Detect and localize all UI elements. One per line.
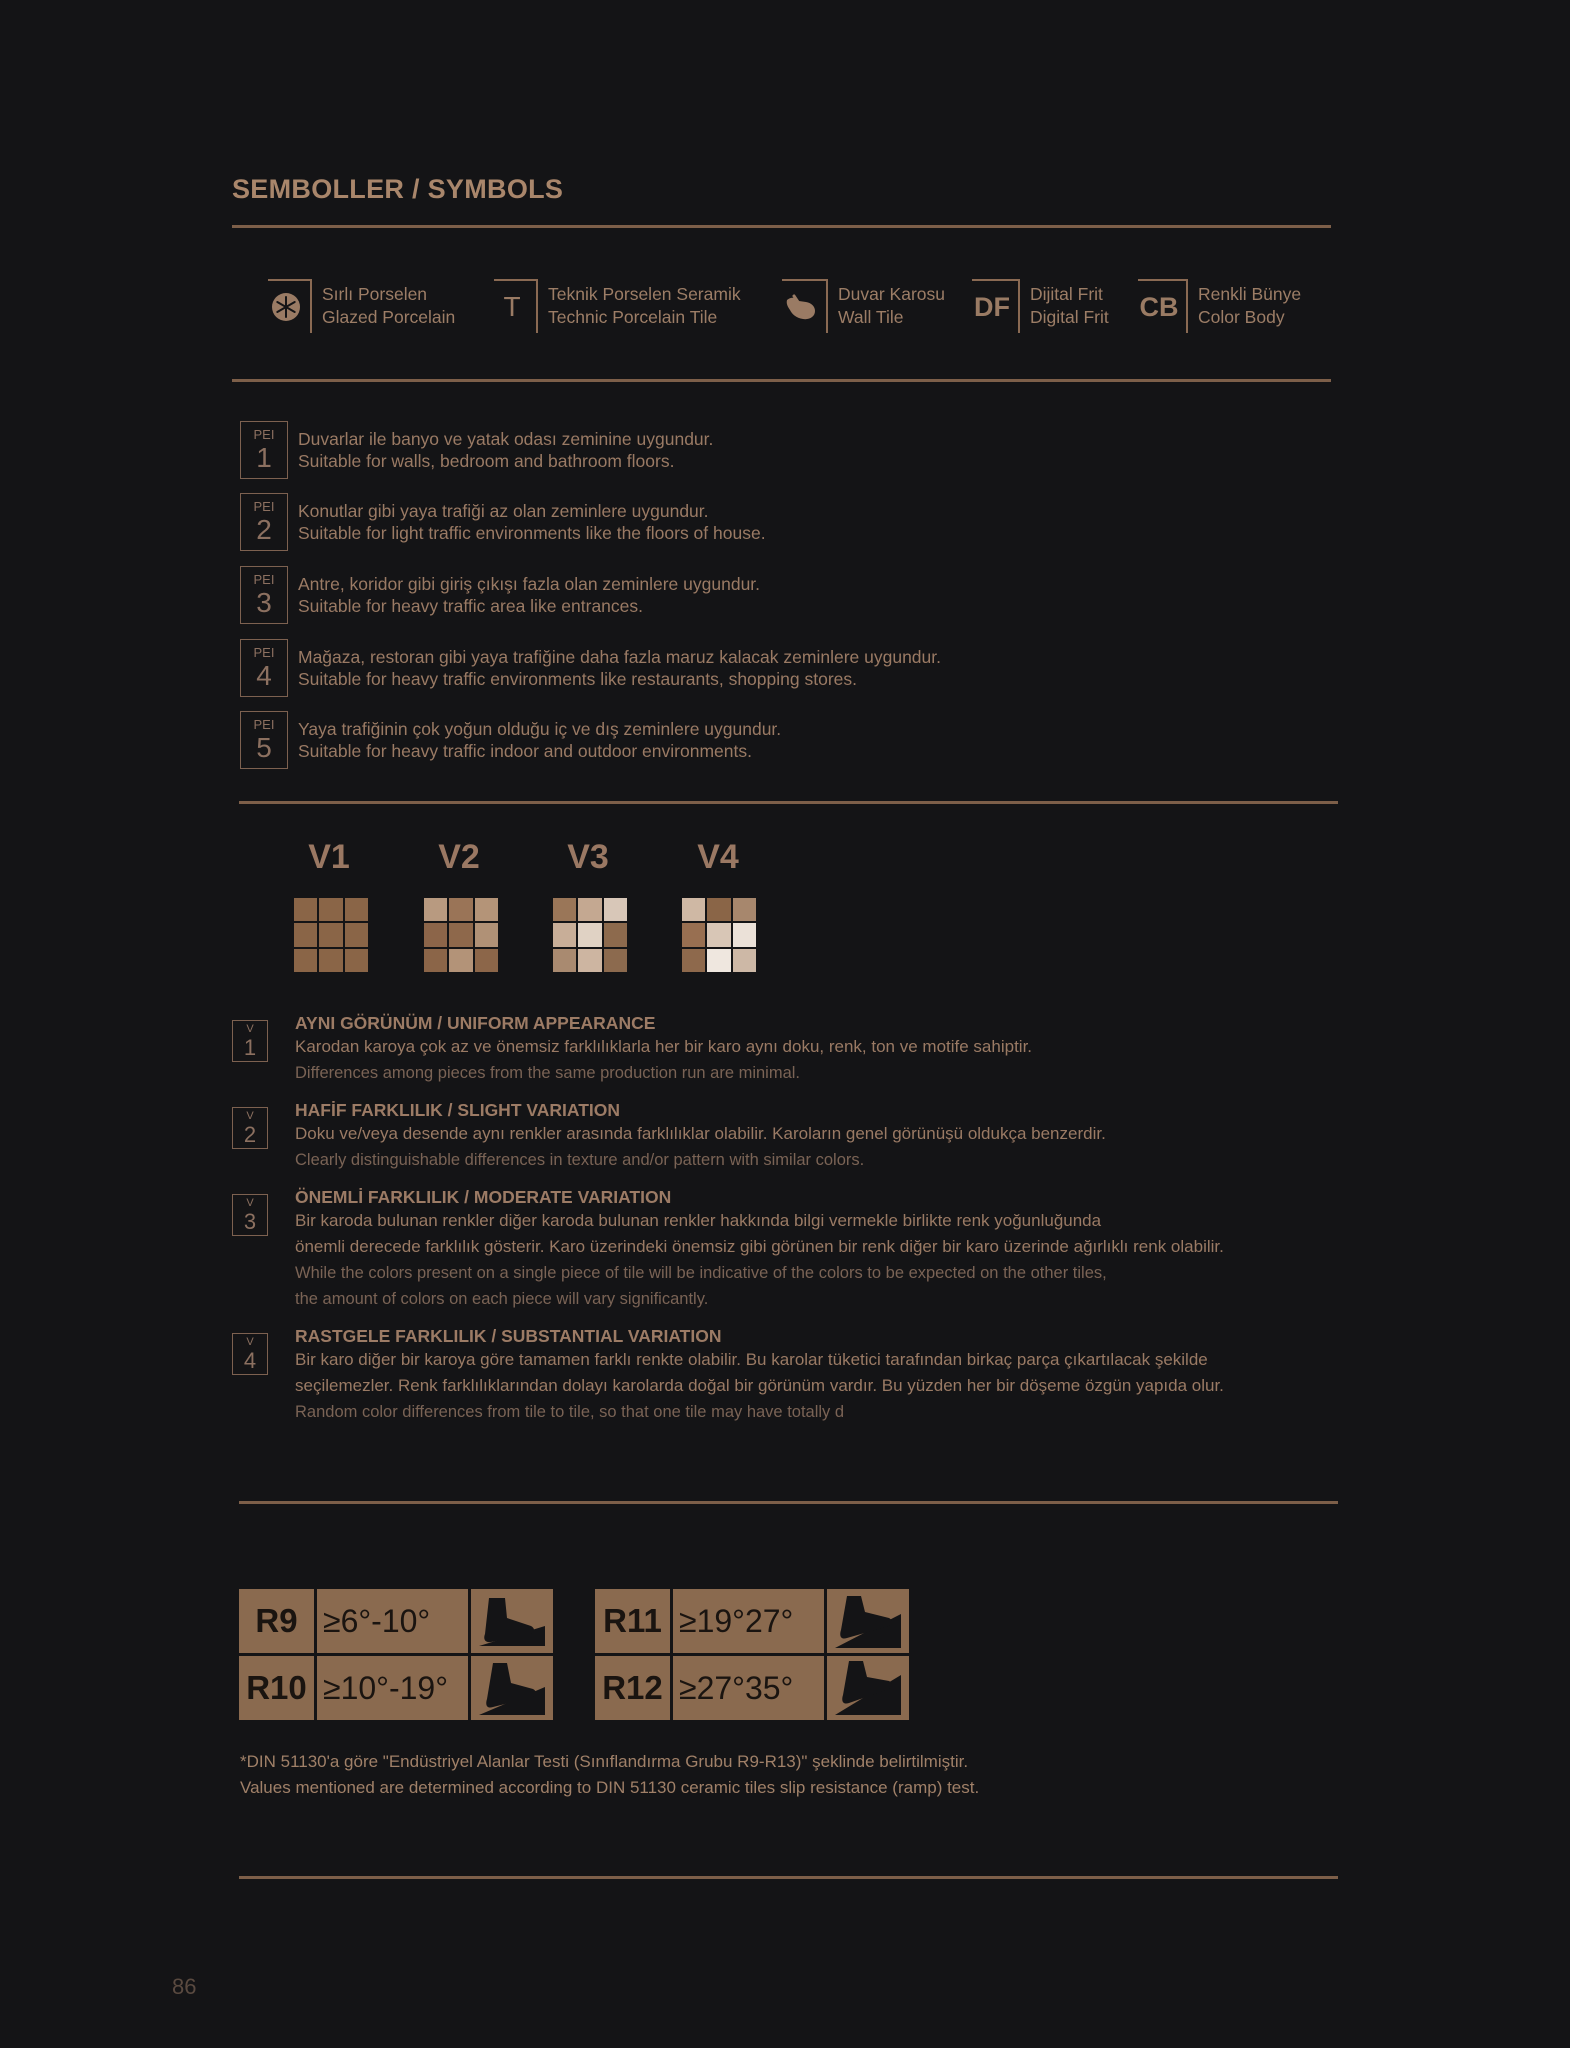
swatch-grid-v2: [424, 898, 498, 972]
variation-badge-number: 4: [243, 1347, 257, 1373]
pei-row: [240, 710, 781, 770]
symbol-wall-tile: [782, 278, 945, 334]
page-number: 86: [172, 1974, 197, 1999]
symbol-en-label: Color Body: [1198, 307, 1285, 327]
swatch-cell: [475, 923, 498, 946]
divider: [239, 801, 1338, 804]
swatch-cell: [319, 949, 342, 972]
page-title: SEMBOLLER / SYMBOLS: [232, 174, 564, 204]
pei-badge: [240, 711, 288, 769]
pei-number: 4: [256, 660, 272, 691]
swatch-cell: [345, 923, 368, 946]
variation-tr-line: Doku ve/veya desende aynı renkler arasında farklılıklar olabilir. Karoların genel görünüşü oldukça benzerdir.: [295, 1124, 1106, 1143]
symbol-tr-label: Sırlı Porselen: [322, 284, 428, 304]
variation-badge-number: 3: [243, 1208, 257, 1234]
swatch-cell: [294, 949, 317, 972]
swatch-cell: [424, 898, 447, 921]
swatch-cell: [604, 898, 627, 921]
swatch-cell: [578, 949, 601, 972]
symbol-code: CB: [1138, 279, 1188, 333]
variation-heading-v1: V1: [308, 838, 350, 876]
swatch-cell: [553, 923, 576, 946]
swatch-cell: [733, 898, 756, 921]
slip-class: R11: [595, 1589, 673, 1653]
slip-angle: ≥6°-10°: [317, 1589, 471, 1653]
pei-label: PEI: [253, 427, 275, 442]
divider: [232, 379, 1331, 382]
symbol-tr-label: Dijital Frit: [1030, 284, 1103, 304]
swatch-grid-v4: [682, 898, 756, 972]
variation-badge: [232, 1107, 268, 1149]
swatch-cell: [424, 923, 447, 946]
pei-badge: [240, 421, 288, 479]
shoe-on-ramp-icon: [471, 1656, 553, 1720]
symbol-en-label: Technic Porcelain Tile: [548, 307, 718, 327]
pei-en: Suitable for heavy traffic environments like restaurants, shopping stores.: [298, 669, 857, 689]
swatch-cell: [424, 949, 447, 972]
swatch-cell: [733, 949, 756, 972]
swatch-cell: [682, 923, 705, 946]
variation-en-line: Clearly distinguishable differences in texture and/or pattern with similar colors.: [295, 1151, 865, 1169]
pei-badge: [240, 639, 288, 697]
pei-row: [240, 420, 713, 480]
slip-class: R10: [239, 1656, 317, 1720]
variation-heading-v4: V4: [697, 838, 739, 876]
variation-title: RASTGELE FARKLILIK / SUBSTANTIAL VARIATION: [295, 1326, 722, 1346]
swatch-cell: [707, 898, 730, 921]
pei-number: 3: [256, 587, 272, 618]
variation-badge: [232, 1333, 268, 1375]
variation-badge: [232, 1194, 268, 1236]
shoe-on-ramp-icon: [827, 1656, 909, 1720]
swatch-cell: [345, 898, 368, 921]
symbol-tr-label: Duvar Karosu: [838, 284, 945, 304]
divider: [232, 225, 1331, 228]
symbol-glazed-porcelain: [268, 278, 455, 334]
swatch-cell: [682, 898, 705, 921]
pei-en: Suitable for heavy traffic area like entrances.: [298, 596, 644, 616]
swatch-cell: [449, 949, 472, 972]
swatch-cell: [319, 923, 342, 946]
pei-badge: [240, 493, 288, 551]
swatch-cell: [604, 949, 627, 972]
swatch-cell: [294, 898, 317, 921]
swatch-cell: [707, 949, 730, 972]
divider: [239, 1501, 1338, 1504]
pei-number: 2: [256, 514, 272, 545]
slip-note: [240, 1749, 979, 1801]
swatch-cell: [707, 923, 730, 946]
symbol-en-label: Wall Tile: [838, 307, 904, 327]
pei-label: PEI: [253, 717, 275, 732]
variation-tr-line: Bir karo diğer bir karoya göre tamamen farklı renkte olabilir. Bu karolar tüketici tarafından birkaç parça çıkartılacak şekilde: [295, 1350, 1208, 1369]
pei-tr: Duvarlar ile banyo ve yatak odası zeminine uygundur.: [298, 429, 714, 449]
symbol-color-body: [1138, 278, 1301, 334]
swatch-cell: [578, 923, 601, 946]
hand-icon: [782, 279, 828, 333]
shoe-on-ramp-icon: [471, 1589, 553, 1653]
swatch-cell: [345, 949, 368, 972]
symbol-technic-porcelain: [494, 278, 741, 334]
swatch-cell: [475, 898, 498, 921]
slip-row: [595, 1656, 909, 1720]
pei-tr: Yaya trafiğinin çok yoğun olduğu iç ve dış zeminlere uygundur.: [298, 719, 782, 739]
swatch-grid-v1: [294, 898, 368, 972]
swatch-cell: [553, 949, 576, 972]
pei-en: Suitable for light traffic environments like the floors of house.: [298, 523, 766, 543]
symbol-en-label: Digital Frit: [1030, 307, 1109, 327]
swatch-cell: [733, 923, 756, 946]
slip-row: [239, 1589, 553, 1653]
slip-note-en: Values mentioned are determined according to DIN 51130 ceramic tiles slip resistance (ramp) test.: [240, 1778, 980, 1797]
swatch-cell: [319, 898, 342, 921]
symbol-tr-label: Renkli Bünye: [1198, 284, 1302, 304]
pei-row: [240, 638, 941, 698]
pei-en: Suitable for walls, bedroom and bathroom floors.: [298, 451, 675, 471]
slip-angle: ≥10°-19°: [317, 1656, 471, 1720]
shoe-on-ramp-icon: [827, 1589, 909, 1653]
pei-en: Suitable for heavy traffic indoor and outdoor environments.: [298, 741, 752, 761]
variation-title: HAFİF FARKLILIK / SLIGHT VARIATION: [295, 1100, 621, 1120]
pei-number: 5: [256, 732, 272, 763]
swatch-cell: [449, 923, 472, 946]
symbol-code: T: [494, 279, 538, 333]
swatch-grid-v3: [553, 898, 627, 972]
variation-en-line: the amount of colors on each piece will vary significantly.: [295, 1290, 709, 1308]
divider: [239, 1876, 1338, 1879]
variation-badge-label: V: [246, 1196, 254, 1209]
variation-badge-number: 2: [243, 1121, 257, 1147]
slip-class: R9: [239, 1589, 317, 1653]
pei-label: PEI: [253, 499, 275, 514]
variation-badge: [232, 1020, 268, 1062]
symbol-code: DF: [972, 279, 1020, 333]
variation-heading-v3: V3: [567, 838, 609, 876]
variation-tr-line: seçilemezler. Renk farklılıklarından dolayı karolarda doğal bir görünüm vardır. Bu yüzden her bir döşeme özgün yapıda olur.: [295, 1376, 1224, 1395]
variation-en-line: Differences among pieces from the same production run are minimal.: [295, 1064, 801, 1082]
pei-number: 1: [256, 442, 272, 473]
variation-heading-v2: V2: [438, 838, 480, 876]
swatch-cell: [604, 923, 627, 946]
variation-tr-line: Bir karoda bulunan renkler diğer karoda bulunan renkler hakkında bilgi vermekle birlikte renk yoğunluğunda: [295, 1211, 1102, 1230]
variation-badge-label: V: [246, 1022, 254, 1035]
variation-title: ÖNEMLİ FARKLILIK / MODERATE VARIATION: [295, 1187, 672, 1207]
swatch-cell: [475, 949, 498, 972]
snowflake-icon: [268, 279, 312, 333]
variation-badge-number: 1: [243, 1034, 257, 1060]
pei-row: [240, 492, 766, 552]
symbol-tr-label: Teknik Porselen Seramik: [548, 284, 741, 304]
variation-en-line: Random color differences from tile to tile, so that one tile may have totally d: [295, 1403, 845, 1421]
variation-title: AYNI GÖRÜNÜM / UNIFORM APPEARANCE: [295, 1013, 656, 1033]
pei-tr: Mağaza, restoran gibi yaya trafiğine daha fazla maruz kalacak zeminlere uygundur.: [298, 647, 941, 667]
symbol-en-label: Glazed Porcelain: [322, 307, 456, 327]
slip-angle: ≥19°27°: [673, 1589, 827, 1653]
slip-angle: ≥27°35°: [673, 1656, 827, 1720]
slip-row: [239, 1656, 553, 1720]
swatch-cell: [553, 898, 576, 921]
pei-row: [240, 565, 760, 625]
pei-tr: Konutlar gibi yaya trafiği az olan zeminlere uygundur.: [298, 501, 709, 521]
variation-tr-line: önemli derecede farklılık gösterir. Karo üzerindeki önemsiz gibi görünen bir renk diğer bir karo üzerinde ağırlıklı renk olabilir.: [295, 1237, 1224, 1256]
pei-label: PEI: [253, 645, 275, 660]
variation-badge-label: V: [246, 1109, 254, 1122]
pei-tr: Antre, koridor gibi giriş çıkışı fazla olan zeminlere uygundur.: [298, 574, 761, 594]
slip-row: [595, 1589, 909, 1653]
slip-note-tr: *DIN 51130'a göre "Endüstriyel Alanlar Testi (Sınıflandırma Grubu R9-R13)" şeklinde belirtilmiştir.: [240, 1752, 969, 1771]
variation-badge-label: V: [246, 1335, 254, 1348]
variation-tr-line: Karodan karoya çok az ve önemsiz farklılıklarla her bir karo aynı doku, renk, ton ve motife sahiptir.: [295, 1037, 1033, 1056]
symbol-digital-frit: [972, 278, 1109, 334]
pei-badge: [240, 566, 288, 624]
swatch-cell: [294, 923, 317, 946]
swatch-cell: [578, 898, 601, 921]
variation-en-line: While the colors present on a single piece of tile will be indicative of the colors to be expected on the other tiles,: [295, 1264, 1107, 1282]
swatch-cell: [682, 949, 705, 972]
slip-class: R12: [595, 1656, 673, 1720]
swatch-cell: [449, 898, 472, 921]
pei-label: PEI: [253, 572, 275, 587]
